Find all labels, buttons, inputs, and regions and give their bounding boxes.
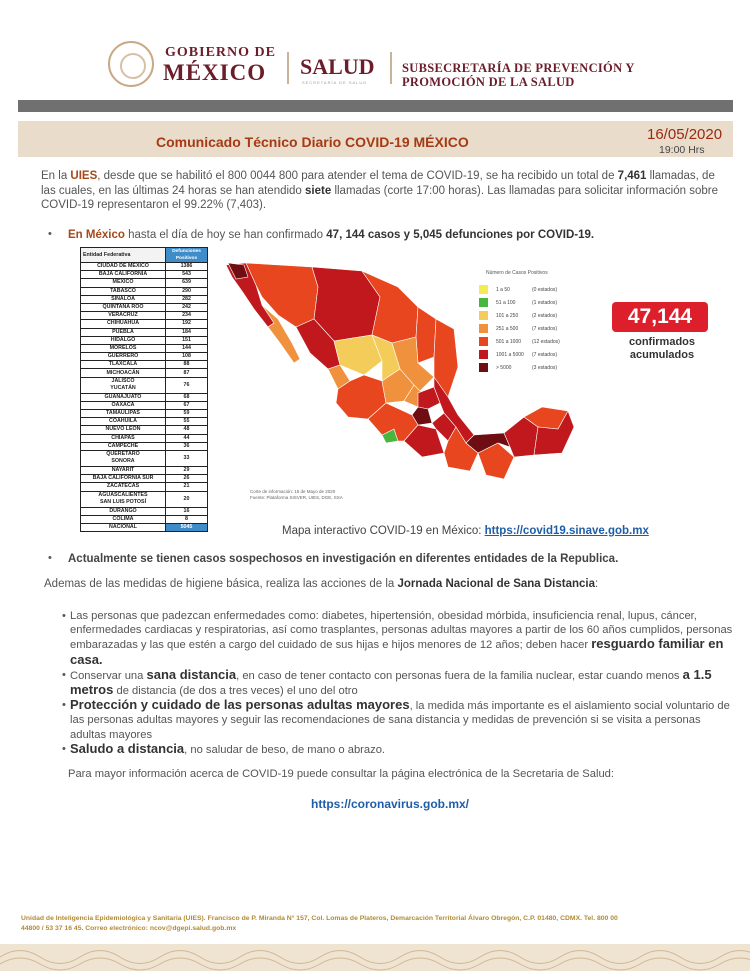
suspected-cases-note: Actualmente se tienen casos sospechosos en investigación en diferentes entidades de la Republica. (68, 553, 619, 565)
table-row: BAJA CALIFORNIA SUR 26 (81, 475, 208, 483)
more-info-text: Para mayor información acerca de COVID-19 puede consultar la página electrónica de la Secretaria de Salud: (68, 768, 615, 780)
header-divider (287, 52, 289, 84)
salud-sublabel: SECRETARÍA DE SALUD (302, 80, 368, 85)
bullet-dot: • (48, 228, 52, 240)
legend-swatch (479, 298, 488, 307)
table-row: COAHUILA 55 (81, 418, 208, 426)
table-row: HIDALGO 151 (81, 336, 208, 344)
table-row: CAMPECHE 36 (81, 442, 208, 450)
table-row: CHIHUAHUA 192 (81, 320, 208, 328)
table-row: ZACATECAS 21 (81, 483, 208, 491)
table-header-value: Defunciones Positivos (166, 248, 208, 263)
legend-item: 51 a 100 (1 estados) (479, 298, 589, 307)
national-seal-logo (108, 41, 154, 87)
table-row: QUINTANA ROO 242 (81, 303, 208, 311)
subsecretaria-label: SUBSECRETARÍA DE PREVENCIÓN Y PROMOCIÓN DE LA SALUD (402, 61, 635, 89)
table-row: GUANAJUATO 68 (81, 393, 208, 401)
legend-item: 1 a 50 (0 estados) (479, 285, 589, 294)
table-row: NAYARIT 29 (81, 466, 208, 474)
gobierno-label: GOBIERNO DE (165, 45, 276, 60)
legend-item: > 5000 (3 estados) (479, 363, 589, 372)
table-row: GUERRERO 108 (81, 353, 208, 361)
table-row: VERACRUZ 234 (81, 312, 208, 320)
header-bar (18, 100, 733, 112)
table-row: QUERÉTARO SONORA 33 (81, 450, 208, 466)
table-row: MORELOS 144 (81, 344, 208, 352)
table-row: MICHOACÁN 87 (81, 369, 208, 377)
recommendations-list (62, 609, 742, 757)
table-row: AGUASCALIENTES SAN LUIS POTOSÍ 20 (81, 491, 208, 507)
report-time: 19:00 Hrs (659, 144, 705, 156)
list-item: • Protección y cuidado de las personas adultas mayores, la medida más importante es el aislamiento social voluntario de las personas adultas mayores y seguir las recomendaciones de sana distancia y medidas de prevención si se visita a personas adultas mayores (62, 698, 734, 742)
jornada-intro: Ademas de las medidas de higiene básica, realiza las acciones de la Jornada Nacional de Sana Distancia: (44, 578, 599, 590)
table-row: CHIAPAS 44 (81, 434, 208, 442)
table-row: SINALOA 282 (81, 295, 208, 303)
table-row: PUEBLA 184 (81, 328, 208, 336)
interactive-map-line: Mapa interactivo COVID-19 en México: https://covid19.sinave.gob.mx (282, 525, 649, 537)
deaths-by-state-table (80, 247, 208, 532)
interactive-map-link[interactable]: https://covid19.sinave.gob.mx (484, 525, 649, 537)
legend-swatch (479, 324, 488, 333)
table-header-state: Entidad Federativa (81, 248, 166, 263)
table-row: TABASCO 290 (81, 287, 208, 295)
table-row: DURANGO 16 (81, 507, 208, 515)
legend-item: 251 a 500 (7 estados) (479, 324, 589, 333)
footer-decorative-band (0, 944, 750, 971)
table-row-national: NACIONAL 5045 (81, 523, 208, 531)
legend-item: 1001 a 5000 (7 estados) (479, 350, 589, 359)
list-item: • Conservar una sana distancia, en caso de tener contacto con personas fuera de la familia nuclear, estar cuando menos a 1.5 metros de distancia (de dos a tres veces) el uno del otro (62, 668, 734, 698)
header-divider (390, 52, 392, 84)
table-row: CIUDAD DE MÉXICO 1386 (81, 263, 208, 271)
cases-summary: En México hasta el día de hoy se han confirmado 47, 144 casos y 5,045 defunciones por COVID-19. (68, 229, 595, 241)
document-title: Comunicado Técnico Diario COVID-19 MÉXICO (156, 134, 469, 150)
legend-item: 501 a 1000 (12 estados) (479, 337, 589, 346)
table-row: COLIMA 8 (81, 515, 208, 523)
table-row: TAMAULIPAS 59 (81, 410, 208, 418)
salud-label: SALUD (300, 54, 375, 79)
table-row: NUEVO LEÓN 48 (81, 426, 208, 434)
confirmed-count-caption: confirmados acumulados (628, 336, 695, 361)
map-source: Corte de información: 15 de Mayo de 2020 Fuente: Plataforma SISVER, UIES, DGE, SSA (250, 489, 343, 500)
table-row: JALISCO YUCATÁN 76 (81, 377, 208, 393)
mexico-label: MÉXICO (163, 60, 267, 85)
bullet-dot: • (48, 552, 52, 564)
legend-swatch (479, 350, 488, 359)
intro-paragraph: En la UIES, desde que se habilitó el 800 0044 800 para atender el tema de COVID-19, se ha recibido un total de 7,461 llamadas, de las cuales, en las últimas 24 horas se han atendido siete llamadas (corte 17:00 horas). Las llamadas para solicitar información sobre COVID-19 representaron el 99.22% (7,403). (41, 170, 718, 211)
legend-item: 101 a 250 (2 estados) (479, 311, 589, 320)
table-row: TLAXCALA 88 (81, 361, 208, 369)
confirmed-count-box: 47,144 (612, 302, 708, 332)
table-row: OAXACA 67 (81, 401, 208, 409)
footer-address: Unidad de Inteligencia Epidemiológica y Sanitaria (UIES). Francisco de P. Miranda N° 157, Col. Lomas de Plateros, Demarcación Territorial Álvaro Obregón, C.P. 01480, CDMX. Tel. 800 00 44800 / 53 37 16 45. Correo electrónico: ncov@dgepi.salud.gob.mx (21, 915, 618, 932)
page-header (0, 0, 750, 100)
legend-swatch (479, 363, 488, 372)
legend-swatch (479, 285, 488, 294)
legend-swatch (479, 337, 488, 346)
report-date: 16/05/2020 (647, 126, 723, 143)
table-row: MÉXICO 639 (81, 279, 208, 287)
table-row: BAJA CALIFORNIA 543 (81, 271, 208, 279)
coronavirus-site-link[interactable]: https://coronavirus.gob.mx/ (311, 797, 470, 811)
legend-title: Número de Casos Positivos (486, 270, 548, 276)
list-item: • Las personas que padezcan enfermedades como: diabetes, hipertensión, obesidad mórbida, insuficiencia renal, lupus, cáncer, enfermedades cardiacas y respiratorias, así como trasplantes, personas adultas mayores a partir de los 60 años cumplidos, personas embarazadas y las que estén a cargo del cuidado de sus hijas e hijos menores de 12 años; deben hacer resguardo familiar en casa. (62, 609, 734, 668)
list-item: • Saludo a distancia, no saludar de beso, de mano o abrazo. (62, 742, 734, 757)
legend-swatch (479, 311, 488, 320)
